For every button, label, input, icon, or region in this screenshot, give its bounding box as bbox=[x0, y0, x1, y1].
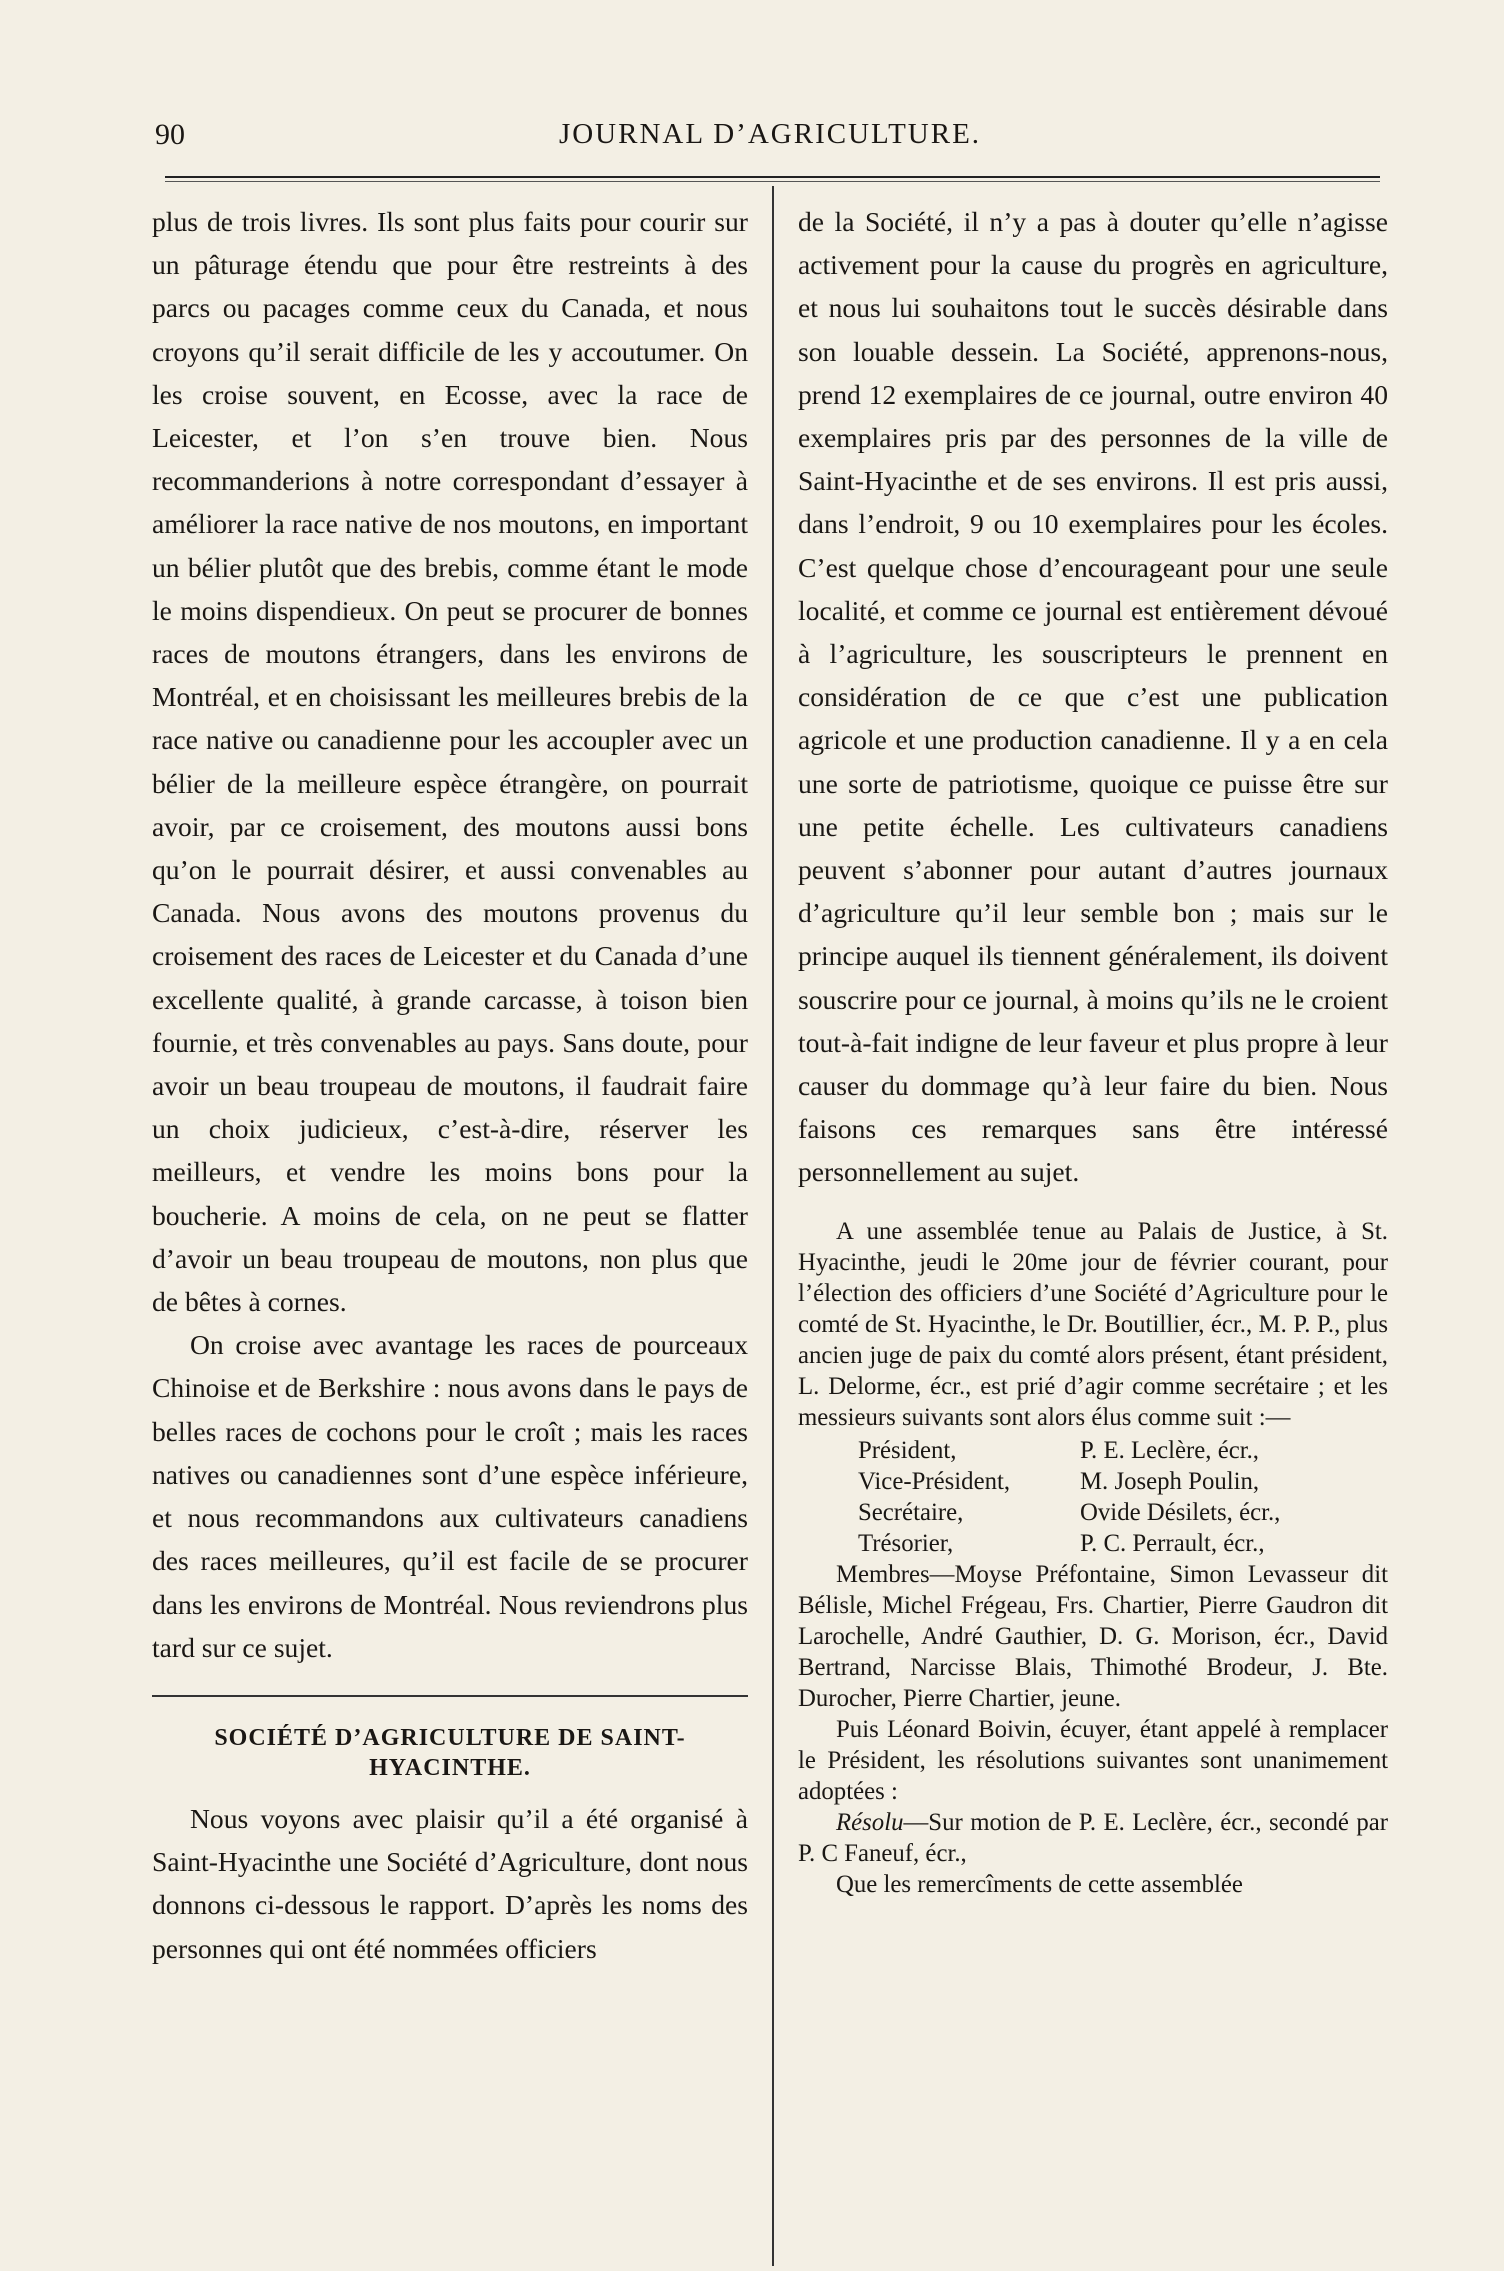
officer-name: Ovide Désilets, écr., bbox=[1080, 1498, 1281, 1526]
journal-title: JOURNAL D’AGRICULTURE. bbox=[558, 118, 982, 150]
officer-row bbox=[858, 1435, 1388, 1466]
officer-name: P. E. Leclère, écr., bbox=[1080, 1436, 1260, 1464]
paragraph-resolutions: Puis Léonard Boivin, écuyer, étant appelé à remplacer le Président, les résolutions suivantes sont unanimement adoptées : bbox=[798, 1715, 1388, 1805]
section-rule bbox=[152, 1695, 748, 1697]
paragraph-pigs: On croise avec avantage les races de pourceaux Chinoise et de Berkshire : nous avons dans le pays de belles races de cochons pour le croît ; mais les races natives ou canadiennes sont d’une espèce inférieure, et nous recommandons aux cultivateurs canadiens des races meilleures, qu’il est facile de se procurer dans les environs de Montréal. Nous reviendrons plus tard sur ce sujet. bbox=[152, 1329, 748, 1663]
paragraph-thanks: Que les remercîments de cette assemblée bbox=[836, 1870, 1243, 1898]
page-header bbox=[155, 112, 1385, 160]
paragraph-members: Membres—Moyse Préfontaine, Simon Levasseur dit Bélisle, Michel Frégeau, Frs. Chartier, Pierre Gaudron dit Larochelle, André Gauthier, D. G. Morison, écr., David Bertrand, Narcisse Blais, Thimothé Brodeur, J. Bte. Durocher, Pierre Chartier, jeune. bbox=[798, 1560, 1388, 1712]
spacer bbox=[798, 1194, 1388, 1216]
page-number: 90 bbox=[155, 118, 185, 151]
paragraph-society-continued: de la Société, il n’y a pas à douter qu’elle n’agisse activement pour la cause du progrès en agriculture, et nous lui souhaitons tout le succès désirable dans son louable dessein. La Société, apprenons-nous, prend 12 exemplaires de ce journal, outre environ 40 exemplaires pris par des personnes de la ville de Saint-Hyacinthe et de ses environs. Il est pris aussi, dans l’endroit, 9 ou 10 exemplaires pour les écoles. C’est quelque chose d’encourageant pour une seule localité, et comme ce journal est entièrement dévoué à l’agriculture, les souscripteurs le prennent en considération de ce que c’est une publication agricole et une production canadienne. Il y a en cela une sorte de patriotisme, quoique ce puisse être sur une petite échelle. Les cultivateurs canadiens peuvent s’abonner pour autant d’autres journaux d’agriculture qu’il leur semble bon ; mais sur le principe auquel ils tiennent généralement, ils doivent souscrire pour ce journal, à moins qu’ils ne le croient tout-à-fait indigne de leur faveur et plus propre à leur causer du dommage qu’à leur faire du bien. Nous faisons ces remarques sans être intéressé personnellement au sujet. bbox=[798, 206, 1388, 1188]
officer-row bbox=[858, 1528, 1388, 1559]
officer-role: Président, bbox=[858, 1436, 957, 1464]
column-divider bbox=[772, 186, 774, 2266]
left-column bbox=[152, 200, 748, 1970]
section-title: SOCIÉTÉ D’AGRICULTURE DE SAINT-HYACINTHE. bbox=[214, 1724, 686, 1781]
officer-role: Vice-Président, bbox=[858, 1467, 1011, 1495]
resolu-label: Résolu bbox=[836, 1808, 904, 1836]
officers-list bbox=[858, 1435, 1388, 1559]
right-column bbox=[798, 200, 1388, 1900]
header-rule bbox=[165, 176, 1380, 182]
officer-role: Secrétaire, bbox=[858, 1498, 964, 1526]
paragraph-society-intro: Nous voyons avec plaisir qu’il a été organisé à Saint-Hyacinthe une Société d’Agriculture, dont nous donnons ci-dessous le rapport. D’après les noms des personnes qui ont été nommées officiers bbox=[152, 1802, 748, 1964]
paragraph-sheep: plus de trois livres. Ils sont plus faits pour courir sur un pâturage étendu que pour être restreints à des parcs ou pacages comme ceux du Canada, et nous croyons qu’il serait difficile de les y accoutumer. On les croise souvent, en Ecosse, avec la race de Leicester, et l’on s’en trouve bien. Nous recommanderions à notre correspondant d’essayer à améliorer la race native de nos moutons, en important un bélier plutôt que des brebis, comme étant le mode le moins dispendieux. On peut se procurer de bonnes races de moutons étrangers, dans les environs de Montréal, et en choisissant les meilleures brebis de la race native ou canadienne pour les accoupler avec un bélier de la meilleure espèce étrangère, on pourrait avoir, par ce croisement, des moutons aussi bons qu’on le pourrait désirer, et aussi convenables au Canada. Nous avons des moutons provenus du croisement des races de Leicester et du Canada d’une excellente qualité, à grande carcasse, à toison bien fournie, et très convenables au pays. Sans doute, pour avoir un beau troupeau de moutons, il faudrait faire un choix judicieux, c’est-à-dire, réserver les meilleurs, et vendre les moins bons pour la boucherie. A moins de cela, on ne peut se flatter d’avoir un beau troupeau de moutons, non plus que de bêtes à cornes. bbox=[152, 206, 748, 1318]
officer-row bbox=[858, 1466, 1388, 1497]
officer-row bbox=[858, 1497, 1388, 1528]
officer-name: M. Joseph Poulin, bbox=[1080, 1467, 1260, 1495]
paragraph-resolu bbox=[798, 1807, 1388, 1869]
officer-role: Trésorier, bbox=[858, 1529, 954, 1557]
resolu-text: —Sur motion de P. E. Leclère, écr., secondé par P. C Faneuf, écr., bbox=[798, 1808, 1388, 1867]
paragraph-meeting-report: A une assemblée tenue au Palais de Justice, à St. Hyacinthe, jeudi le 20me jour de février courant, pour l’élection des officiers d’une Société d’Agriculture pour le comté de St. Hyacinthe, le Dr. Boutillier, écr., M. P. P., plus ancien juge de paix du comté alors présent, étant président, L. Delorme, écr., est prié d’agir comme secrétaire ; et les messieurs suivants sont alors élus comme suit :— bbox=[798, 1217, 1388, 1431]
officer-name: P. C. Perrault, écr., bbox=[1080, 1529, 1265, 1557]
